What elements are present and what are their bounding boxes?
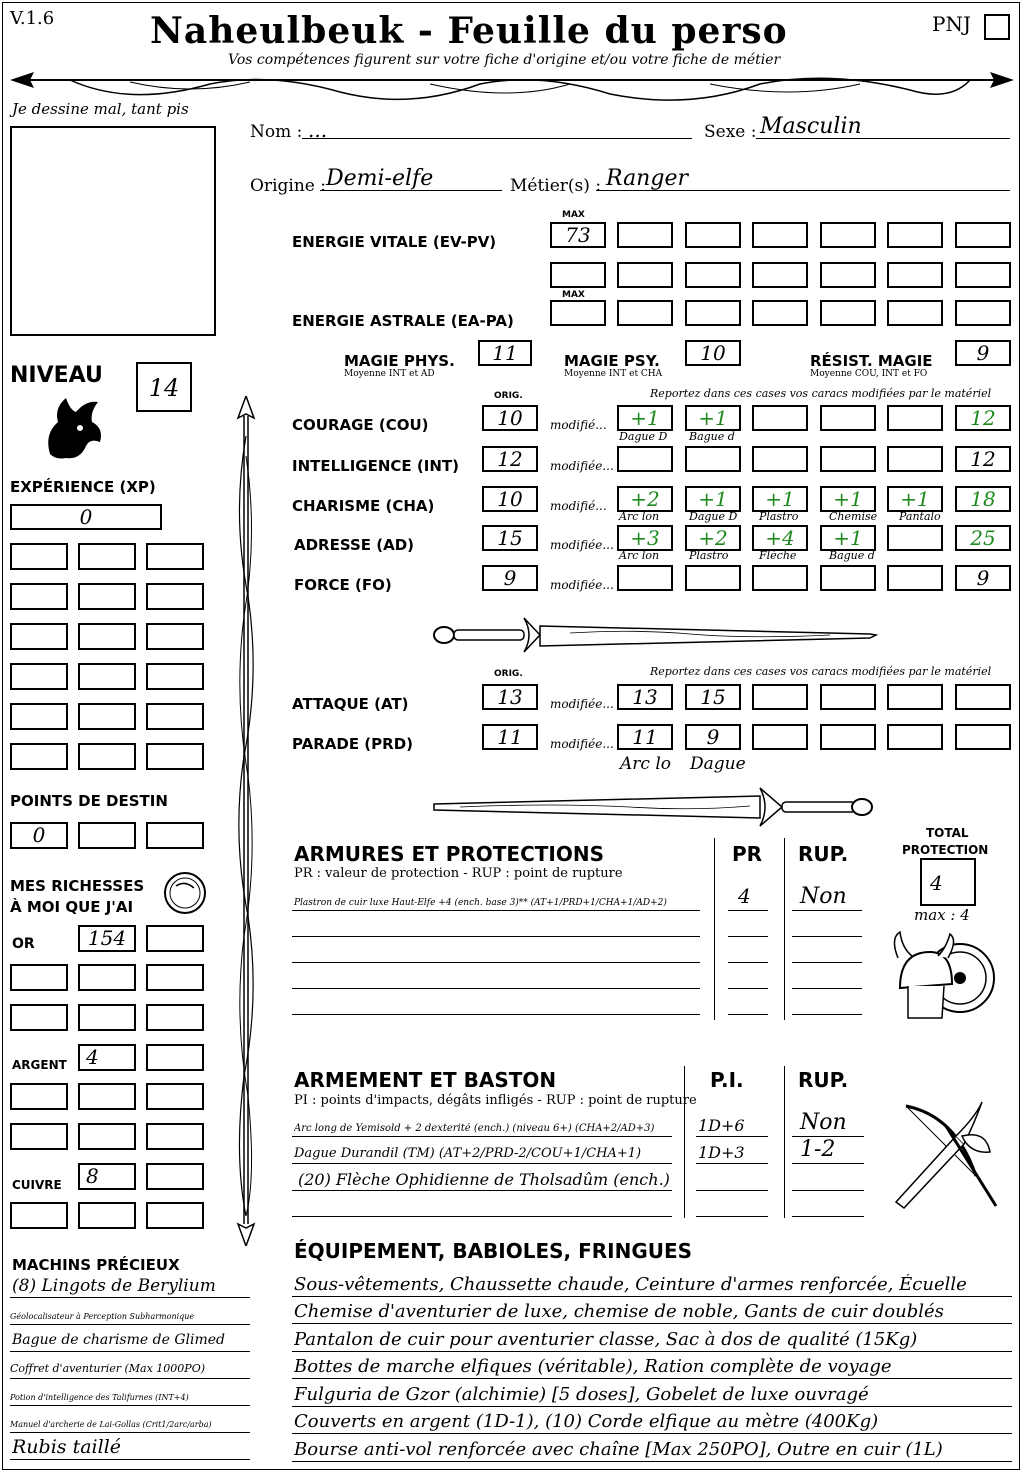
cha-modifie-label: modifié... xyxy=(550,499,607,513)
armure-line xyxy=(292,962,700,963)
int-final-box[interactable]: 12 xyxy=(955,446,1011,472)
argent-box[interactable] xyxy=(146,1044,204,1071)
armement-title: ARMEMENT ET BASTON xyxy=(294,1068,557,1092)
argent-box[interactable] xyxy=(10,1083,68,1110)
sexe-value[interactable]: Masculin xyxy=(760,114,862,139)
xp-box[interactable] xyxy=(146,663,204,690)
magie-phys-box[interactable]: 11 xyxy=(478,340,532,366)
arme-rup[interactable]: 1-2 xyxy=(800,1137,836,1162)
xp-box[interactable] xyxy=(146,623,204,650)
int-orig-box[interactable]: 12 xyxy=(482,446,538,472)
spear-illustration xyxy=(226,396,266,1246)
ad-mod-box[interactable]: +4 xyxy=(752,525,808,551)
at-mod-box[interactable] xyxy=(955,684,1011,710)
total-protection-max: max : 4 xyxy=(914,906,970,924)
ev-label: ENERGIE VITALE (EV-PV) xyxy=(292,233,497,251)
report-note: Reportez dans ces cases vos caracs modifiées par le matériel xyxy=(650,387,992,400)
cou-mod-box[interactable]: +1 xyxy=(685,405,741,431)
origine-value[interactable]: Demi-elfe xyxy=(326,166,434,191)
sexe-label: Sexe : xyxy=(704,122,757,142)
ev-max-box[interactable]: 73 xyxy=(550,222,606,248)
cou-mod-note: Dague D xyxy=(619,430,668,443)
cha-final-box[interactable]: 18 xyxy=(955,486,1011,512)
armure-line xyxy=(292,1014,700,1015)
armures-rup-header: RUP. xyxy=(798,842,849,866)
or-box[interactable] xyxy=(10,1004,68,1031)
ev-box[interactable] xyxy=(820,262,876,288)
xp-box[interactable] xyxy=(10,583,68,610)
int-mod-box[interactable] xyxy=(617,446,673,472)
origine-label: Origine : xyxy=(250,176,326,196)
equipement-line[interactable]: Bottes de marche elfiques (véritable), Ration complète de voyage xyxy=(294,1356,892,1377)
armure-rup-line xyxy=(792,962,862,963)
dragon-icon xyxy=(40,394,106,464)
prd-mod-box[interactable]: 9 xyxy=(685,724,741,750)
ev-box[interactable] xyxy=(550,262,606,288)
armement-divider xyxy=(784,1066,785,1218)
xp-box[interactable] xyxy=(78,623,136,650)
armure-rup[interactable]: Non xyxy=(800,884,847,909)
arme-pi-line xyxy=(696,1190,768,1191)
ea-box[interactable] xyxy=(820,300,876,326)
argent-box[interactable] xyxy=(78,1123,136,1150)
at-mod-box[interactable] xyxy=(820,684,876,710)
ev-box[interactable] xyxy=(752,262,808,288)
argent-box[interactable] xyxy=(78,1083,136,1110)
or-box[interactable]: 154 xyxy=(78,925,136,952)
cuivre-box[interactable] xyxy=(10,1202,68,1229)
equipement-underline xyxy=(292,1378,1012,1379)
cuivre-box[interactable]: 8 xyxy=(78,1163,136,1190)
machin-item[interactable]: (8) Lingots de Berylium xyxy=(12,1276,216,1296)
version-label: V.1.6 xyxy=(10,8,55,29)
cha-mod-note: Plastro xyxy=(759,510,799,523)
xp-box[interactable] xyxy=(78,543,136,570)
machin-line xyxy=(10,1432,250,1433)
or-label: OR xyxy=(12,936,35,952)
arme-name[interactable]: Arc long de Yemisold + 2 dexterité (ench.) (niveau 6+) (CHA+2/AD+3) xyxy=(294,1123,655,1134)
armure-pr-line xyxy=(728,936,768,937)
argent-box[interactable]: 4 xyxy=(78,1044,136,1071)
xp-box[interactable] xyxy=(10,623,68,650)
ad-mod-note: Arc lon xyxy=(619,549,660,562)
armure-rup-line xyxy=(792,988,862,989)
or-box[interactable] xyxy=(146,1004,204,1031)
xp-box[interactable] xyxy=(78,703,136,730)
ev-max-label: MAX xyxy=(562,210,585,220)
armure-pr[interactable]: 4 xyxy=(738,884,751,908)
orig-label: ORIG. xyxy=(494,391,523,401)
argent-label: ARGENT xyxy=(12,1058,67,1072)
armure-pr-line xyxy=(728,1014,768,1015)
cha-mod-note: Arc lon xyxy=(619,510,660,523)
ea-box[interactable] xyxy=(685,300,741,326)
int-mod-box[interactable] xyxy=(820,446,876,472)
arme-line xyxy=(292,1163,672,1164)
niveau-label: NIVEAU xyxy=(10,363,103,388)
equipement-line[interactable]: Sous-vêtements, Chaussette chaude, Ceinture d'armes renforcée, Écuelle xyxy=(294,1274,967,1295)
fo-mod-box[interactable] xyxy=(685,565,741,591)
total-protection-box[interactable]: 4 xyxy=(920,858,976,906)
xp-box[interactable] xyxy=(10,663,68,690)
arme-line xyxy=(292,1136,672,1137)
int-label: INTELLIGENCE (INT) xyxy=(292,457,459,475)
arme-pi-line xyxy=(696,1163,768,1164)
prd-mod-box[interactable] xyxy=(820,724,876,750)
ea-box[interactable] xyxy=(752,300,808,326)
prd-mod-box[interactable] xyxy=(955,724,1011,750)
armures-divider xyxy=(714,838,715,1020)
helmet-shield-icon xyxy=(890,928,1000,1028)
equipement-line[interactable]: Bourse anti-vol renforcée avec chaîne [Max 250PO], Outre en cuir (1L) xyxy=(294,1439,943,1460)
fo-mod-box[interactable] xyxy=(820,565,876,591)
ea-label: ENERGIE ASTRALE (EA-PA) xyxy=(292,312,514,330)
destin-box[interactable]: 0 xyxy=(10,822,68,849)
pnj-label: PNJ xyxy=(932,12,971,36)
machin-line xyxy=(10,1351,250,1352)
xp-box[interactable] xyxy=(78,583,136,610)
fo-orig-box[interactable]: 9 xyxy=(482,565,538,591)
magie-phys-note: Moyenne INT et AD xyxy=(344,369,435,379)
cou-modifie-label: modifié... xyxy=(550,418,607,432)
arme-rup[interactable]: Non xyxy=(800,1110,847,1135)
ev-box[interactable] xyxy=(617,222,673,248)
pnj-checkbox[interactable] xyxy=(984,14,1010,40)
equipement-underline xyxy=(292,1406,1012,1407)
nom-value[interactable]: ... xyxy=(308,118,328,142)
argent-box[interactable] xyxy=(146,1123,204,1150)
cha-mod-note: Chemise xyxy=(829,510,878,523)
nom-line xyxy=(302,138,692,139)
armure-name[interactable]: Plastron de cuir luxe Haut-Elfe +4 (ench. base 3)** (AT+1/PRD+1/CHA+1/AD+2) xyxy=(294,898,667,908)
cha-label: CHARISME (CHA) xyxy=(292,497,435,515)
cha-mod-box[interactable]: +1 xyxy=(685,486,741,512)
or-box[interactable] xyxy=(78,964,136,991)
arme-pi[interactable]: 1D+3 xyxy=(698,1143,745,1162)
equipement-underline xyxy=(292,1461,1012,1462)
report-note: Reportez dans ces cases vos caracs modifiées par le matériel xyxy=(650,665,992,678)
machin-item[interactable]: Manuel d'archerie de Lai-Gollas (Crit1/2arc/arba) xyxy=(10,1420,212,1429)
ad-orig-box[interactable]: 15 xyxy=(482,525,538,551)
cuivre-box[interactable] xyxy=(146,1163,204,1190)
fo-modifiee-label: modifiée... xyxy=(550,578,614,592)
ad-mod-box[interactable] xyxy=(887,525,943,551)
machin-item[interactable]: Bague de charisme de Glimed xyxy=(12,1332,225,1348)
equipement-line[interactable]: Couverts en argent (1D-1), (10) Corde elfique au mètre (400Kg) xyxy=(294,1411,879,1432)
weapons-icon xyxy=(886,1096,1006,1216)
magie-psy-label: MAGIE PSY. xyxy=(564,352,660,370)
sword-illustration xyxy=(430,612,880,658)
arme-rup-line xyxy=(792,1163,864,1164)
fo-label: FORCE (FO) xyxy=(294,576,392,594)
ad-mod-note: Flèche xyxy=(759,549,797,562)
xp-box[interactable] xyxy=(146,703,204,730)
destin-box[interactable] xyxy=(78,822,136,849)
argent-box[interactable] xyxy=(10,1123,68,1150)
armure-pr-line xyxy=(728,962,768,963)
niveau-box[interactable]: 14 xyxy=(136,362,192,412)
prd-mod-box[interactable]: 11 xyxy=(617,724,673,750)
armures-note: PR : valeur de protection - RUP : point de rupture xyxy=(294,866,623,881)
prd-mod-box[interactable] xyxy=(887,724,943,750)
machins-label: MACHINS PRÉCIEUX xyxy=(12,1256,180,1274)
ad-final-box[interactable]: 25 xyxy=(955,525,1011,551)
cha-mod-box[interactable]: +1 xyxy=(820,486,876,512)
xp-box[interactable]: 0 xyxy=(10,504,162,530)
portrait-box[interactable] xyxy=(10,126,216,336)
armure-pr-line xyxy=(728,910,768,911)
ev-box[interactable] xyxy=(887,222,943,248)
armure-rup-line xyxy=(792,936,862,937)
arme-name[interactable]: (20) Flèche Ophidienne de Tholsadûm (ench.) xyxy=(298,1170,670,1189)
page-subtitle: Vos compétences figurent sur votre fiche d'origine et/ou votre fiche de métier xyxy=(228,52,781,68)
machin-line xyxy=(10,1405,250,1406)
at-label: ATTAQUE (AT) xyxy=(292,695,409,713)
fo-final-box[interactable]: 9 xyxy=(955,565,1011,591)
equipement-line[interactable]: Chemise d'aventurier de luxe, chemise de noble, Gants de cuir doublés xyxy=(294,1301,944,1322)
ev-box[interactable] xyxy=(752,222,808,248)
fo-mod-box[interactable] xyxy=(617,565,673,591)
richesses-label: À MOI QUE J'AI xyxy=(10,898,134,916)
ea-box[interactable] xyxy=(617,300,673,326)
at-mod-box[interactable]: 15 xyxy=(685,684,741,710)
armement-divider xyxy=(684,1066,685,1218)
argent-box[interactable] xyxy=(146,1083,204,1110)
at-mod-box[interactable] xyxy=(752,684,808,710)
armure-line xyxy=(292,936,700,937)
int-mod-box[interactable] xyxy=(752,446,808,472)
or-box[interactable] xyxy=(146,925,204,952)
ev-box[interactable] xyxy=(955,262,1011,288)
or-box[interactable] xyxy=(78,1004,136,1031)
richesses-label: MES RICHESSES xyxy=(10,877,145,895)
ad-mod-box[interactable]: +2 xyxy=(685,525,741,551)
ad-label: ADRESSE (AD) xyxy=(294,536,415,554)
portrait-caption: Je dessine mal, tant pis xyxy=(12,100,189,118)
equipement-underline xyxy=(292,1323,1012,1324)
ev-box[interactable] xyxy=(685,262,741,288)
fo-mod-box[interactable] xyxy=(752,565,808,591)
ev-box[interactable] xyxy=(820,222,876,248)
xp-box[interactable] xyxy=(146,583,204,610)
total-protection-label: TOTAL xyxy=(926,826,969,840)
magie-psy-note: Moyenne INT et CHA xyxy=(564,369,663,379)
armure-rup-line xyxy=(792,910,862,911)
ad-mod-note: Plastro xyxy=(689,549,729,562)
equipement-underline xyxy=(292,1433,1012,1434)
cou-orig-box[interactable]: 10 xyxy=(482,405,538,431)
at-mod-box[interactable]: 13 xyxy=(617,684,673,710)
armures-divider xyxy=(784,838,785,1020)
armure-rup-line xyxy=(792,1014,862,1015)
armement-pi-header: P.I. xyxy=(710,1068,744,1092)
cou-mod-box[interactable]: +1 xyxy=(617,405,673,431)
armures-title: ARMURES ET PROTECTIONS xyxy=(294,842,604,866)
ev-box[interactable] xyxy=(617,262,673,288)
xp-box[interactable] xyxy=(10,703,68,730)
ad-modifiee-label: modifiée... xyxy=(550,538,614,552)
arme-line xyxy=(292,1216,672,1217)
resist-magie-box[interactable]: 9 xyxy=(955,340,1011,366)
armement-note: PI : points d'impacts, dégâts infligés - RUP : point de rupture xyxy=(294,1093,697,1108)
armure-line xyxy=(292,910,700,911)
ev-box[interactable] xyxy=(685,222,741,248)
int-mod-box[interactable] xyxy=(685,446,741,472)
coin-icon xyxy=(162,870,208,916)
at-modifiee-label: modifiée... xyxy=(550,697,614,711)
ea-max-label: MAX xyxy=(562,290,585,300)
cou-mod-box[interactable] xyxy=(752,405,808,431)
machin-item[interactable]: Coffret d'aventurier (Max 1000PO) xyxy=(10,1362,206,1375)
prd-orig-box[interactable]: 11 xyxy=(482,724,538,750)
cou-mod-note: Bague d xyxy=(689,430,735,443)
cuivre-label: CUIVRE xyxy=(12,1178,62,1192)
arme-pi[interactable]: 1D+6 xyxy=(698,1116,745,1135)
arme-line xyxy=(292,1190,672,1191)
equipement-title: ÉQUIPEMENT, BABIOLES, FRINGUES xyxy=(294,1239,693,1263)
arme-pi-line xyxy=(696,1216,768,1217)
prd-modifiee-label: modifiée... xyxy=(550,737,614,751)
cha-mod-box[interactable]: +2 xyxy=(617,486,673,512)
equipement-underline xyxy=(292,1296,1012,1297)
ea-max-box[interactable] xyxy=(550,300,606,326)
prd-mod-box[interactable] xyxy=(752,724,808,750)
ea-box[interactable] xyxy=(955,300,1011,326)
cha-mod-box[interactable]: +1 xyxy=(752,486,808,512)
machin-line xyxy=(10,1324,250,1325)
metier-value[interactable]: Ranger xyxy=(606,166,688,191)
sword-illustration xyxy=(430,784,880,830)
cuivre-box[interactable] xyxy=(78,1202,136,1229)
arme-pi-line xyxy=(696,1136,768,1137)
ev-box[interactable] xyxy=(955,222,1011,248)
int-mod-box[interactable] xyxy=(887,446,943,472)
machin-line xyxy=(10,1297,250,1298)
xp-box[interactable] xyxy=(78,743,136,770)
armement-rup-header: RUP. xyxy=(798,1068,849,1092)
or-box[interactable] xyxy=(146,964,204,991)
xp-box[interactable] xyxy=(10,743,68,770)
or-box[interactable] xyxy=(10,964,68,991)
ad-mod-box[interactable]: +1 xyxy=(820,525,876,551)
fo-mod-box[interactable] xyxy=(887,565,943,591)
machin-item[interactable]: Potion d'intelligence des Talifurnes (INT+4) xyxy=(10,1393,189,1402)
xp-box[interactable] xyxy=(78,663,136,690)
machin-line xyxy=(10,1459,250,1460)
armure-pr-line xyxy=(728,988,768,989)
ad-mod-note: Bague d xyxy=(829,549,875,562)
orig-label: ORIG. xyxy=(494,669,523,679)
resist-magie-note: Moyenne COU, INT et FO xyxy=(810,369,928,379)
cha-mod-note: Pantalo xyxy=(899,510,941,523)
cou-mod-box[interactable] xyxy=(887,405,943,431)
arme-rup-line xyxy=(792,1190,864,1191)
at-mod-box[interactable] xyxy=(887,684,943,710)
cha-mod-note: Dague D xyxy=(689,510,738,523)
xp-box[interactable] xyxy=(146,743,204,770)
magie-psy-box[interactable]: 10 xyxy=(685,340,741,366)
cuivre-box[interactable] xyxy=(146,1202,204,1229)
cha-mod-box[interactable]: +1 xyxy=(887,486,943,512)
machin-line xyxy=(10,1378,250,1379)
machin-item[interactable]: Géolocalisateur à Perception Subharmonique xyxy=(10,1312,195,1321)
ev-box[interactable] xyxy=(887,262,943,288)
total-protection-label: PROTECTION xyxy=(902,843,989,857)
magie-phys-label: MAGIE PHYS. xyxy=(344,352,455,370)
cou-final-box[interactable]: 12 xyxy=(955,405,1011,431)
destin-box[interactable] xyxy=(146,822,204,849)
equipement-line[interactable]: Fulguria de Gzor (alchimie) [5 doses], Gobelet de luxe ouvragé xyxy=(294,1384,869,1405)
cou-label: COURAGE (COU) xyxy=(292,416,429,434)
equipement-line[interactable]: Pantalon de cuir pour aventurier classe, Sac à dos de qualité (15Kg) xyxy=(294,1329,918,1350)
page-title: Naheulbeuk - Feuille du perso xyxy=(150,10,788,52)
xp-label: EXPÉRIENCE (XP) xyxy=(10,478,156,496)
prd-label: PARADE (PRD) xyxy=(292,735,414,753)
weapon-note: Dague xyxy=(690,754,746,774)
arme-rup-line xyxy=(792,1216,864,1217)
equipement-underline xyxy=(292,1351,1012,1352)
arme-name[interactable]: Dague Durandil (TM) (AT+2/PRD-2/COU+1/CHA+1) xyxy=(294,1146,642,1161)
ad-mod-box[interactable]: +3 xyxy=(617,525,673,551)
armure-line xyxy=(292,988,700,989)
weapon-note: Arc lo xyxy=(620,754,671,774)
metier-label: Métier(s) : xyxy=(510,176,602,196)
cou-mod-box[interactable] xyxy=(820,405,876,431)
resist-magie-label: RÉSIST. MAGIE xyxy=(810,352,933,370)
ea-box[interactable] xyxy=(887,300,943,326)
cha-orig-box[interactable]: 10 xyxy=(482,486,538,512)
nom-label: Nom : xyxy=(250,122,303,142)
xp-box[interactable] xyxy=(146,543,204,570)
xp-box[interactable] xyxy=(10,543,68,570)
int-modifiee-label: modifiée... xyxy=(550,459,614,473)
destin-label: POINTS DE DESTIN xyxy=(10,792,168,810)
machin-item[interactable]: Rubis taillé xyxy=(12,1436,122,1458)
armures-pr-header: PR xyxy=(732,842,763,866)
at-orig-box[interactable]: 13 xyxy=(482,684,538,710)
